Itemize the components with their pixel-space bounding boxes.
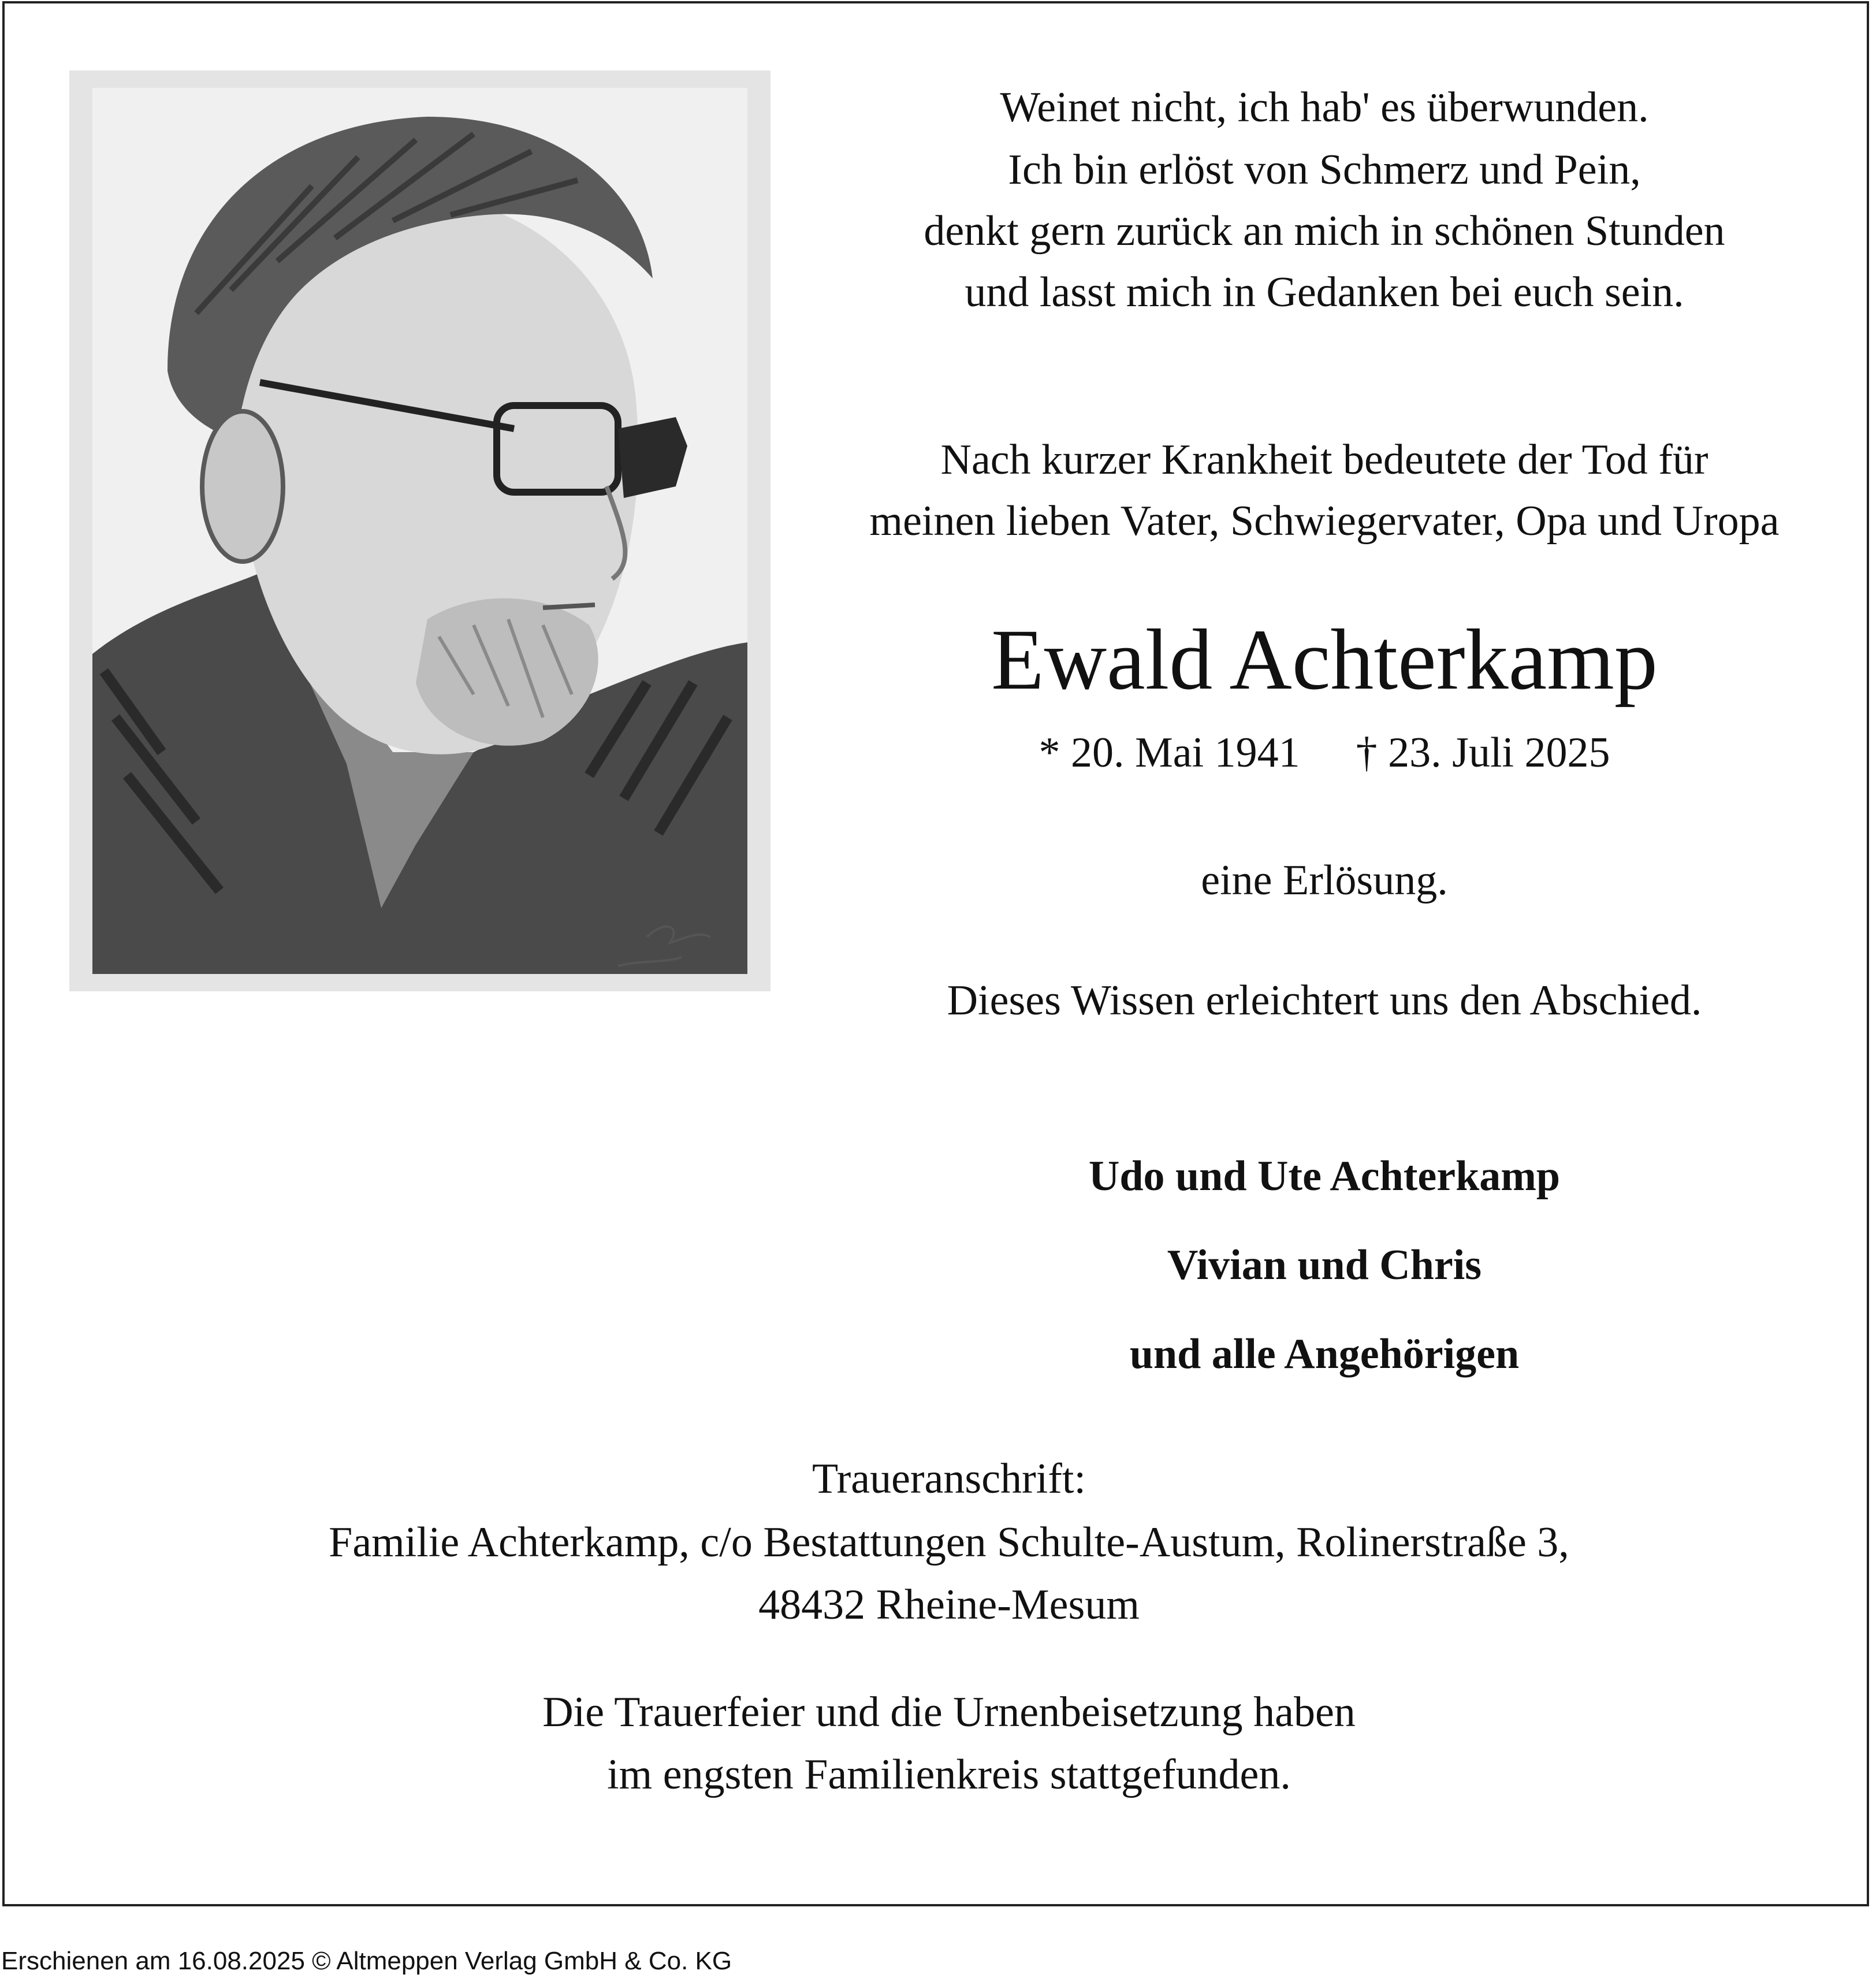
pencil-portrait-image: [69, 70, 770, 991]
deceased-name: Ewald Achterkamp: [991, 612, 1658, 708]
intro-line-2: meinen lieben Vater, Schwiegervater, Opa und Uropa: [869, 497, 1780, 545]
mourner-3: und alle Angehörigen: [1129, 1330, 1520, 1378]
birth-date: * 20. Mai 1941: [1038, 729, 1300, 776]
poem-line-1: Weinet nicht, ich hab' es überwunden.: [1000, 84, 1649, 131]
farewell-text: Dieses Wissen erleichtert uns den Abschied.: [947, 977, 1702, 1024]
poem-line-4: und lasst mich in Gedanken bei euch sein.: [965, 269, 1684, 316]
mourner-1: Udo und Ute Achterkamp: [1088, 1152, 1561, 1200]
publication-footer: Erschienen am 16.08.2025 © Altmeppen Verlag GmbH & Co. KG: [1, 1947, 732, 1975]
intro-line-1: Nach kurzer Krankheit bedeutete der Tod für: [940, 436, 1708, 484]
ceremony-line-2: im engsten Familienkreis stattgefunden.: [607, 1751, 1291, 1798]
address-line-1: Familie Achterkamp, c/o Bestattungen Schulte-Austum, Rolinerstraße 3,: [329, 1519, 1569, 1566]
mourner-2: Vivian und Chris: [1167, 1241, 1482, 1289]
release-text: eine Erlösung.: [1201, 857, 1448, 904]
portrait-drawing: [69, 70, 770, 991]
poem-line-3: denkt gern zurück an mich in schönen Stunden: [924, 207, 1725, 255]
obituary-frame: [2, 1, 1869, 1906]
ceremony-line-1: Die Trauerfeier und die Urnenbeisetzung haben: [542, 1689, 1356, 1736]
address-line-2: 48432 Rheine-Mesum: [758, 1581, 1140, 1628]
life-dates: [888, 728, 1760, 778]
death-date: † 23. Juli 2025: [1356, 729, 1610, 776]
address-label: Traueranschrift:: [812, 1455, 1086, 1503]
poem-line-2: Ich bin erlöst von Schmerz und Pein,: [1008, 146, 1641, 194]
